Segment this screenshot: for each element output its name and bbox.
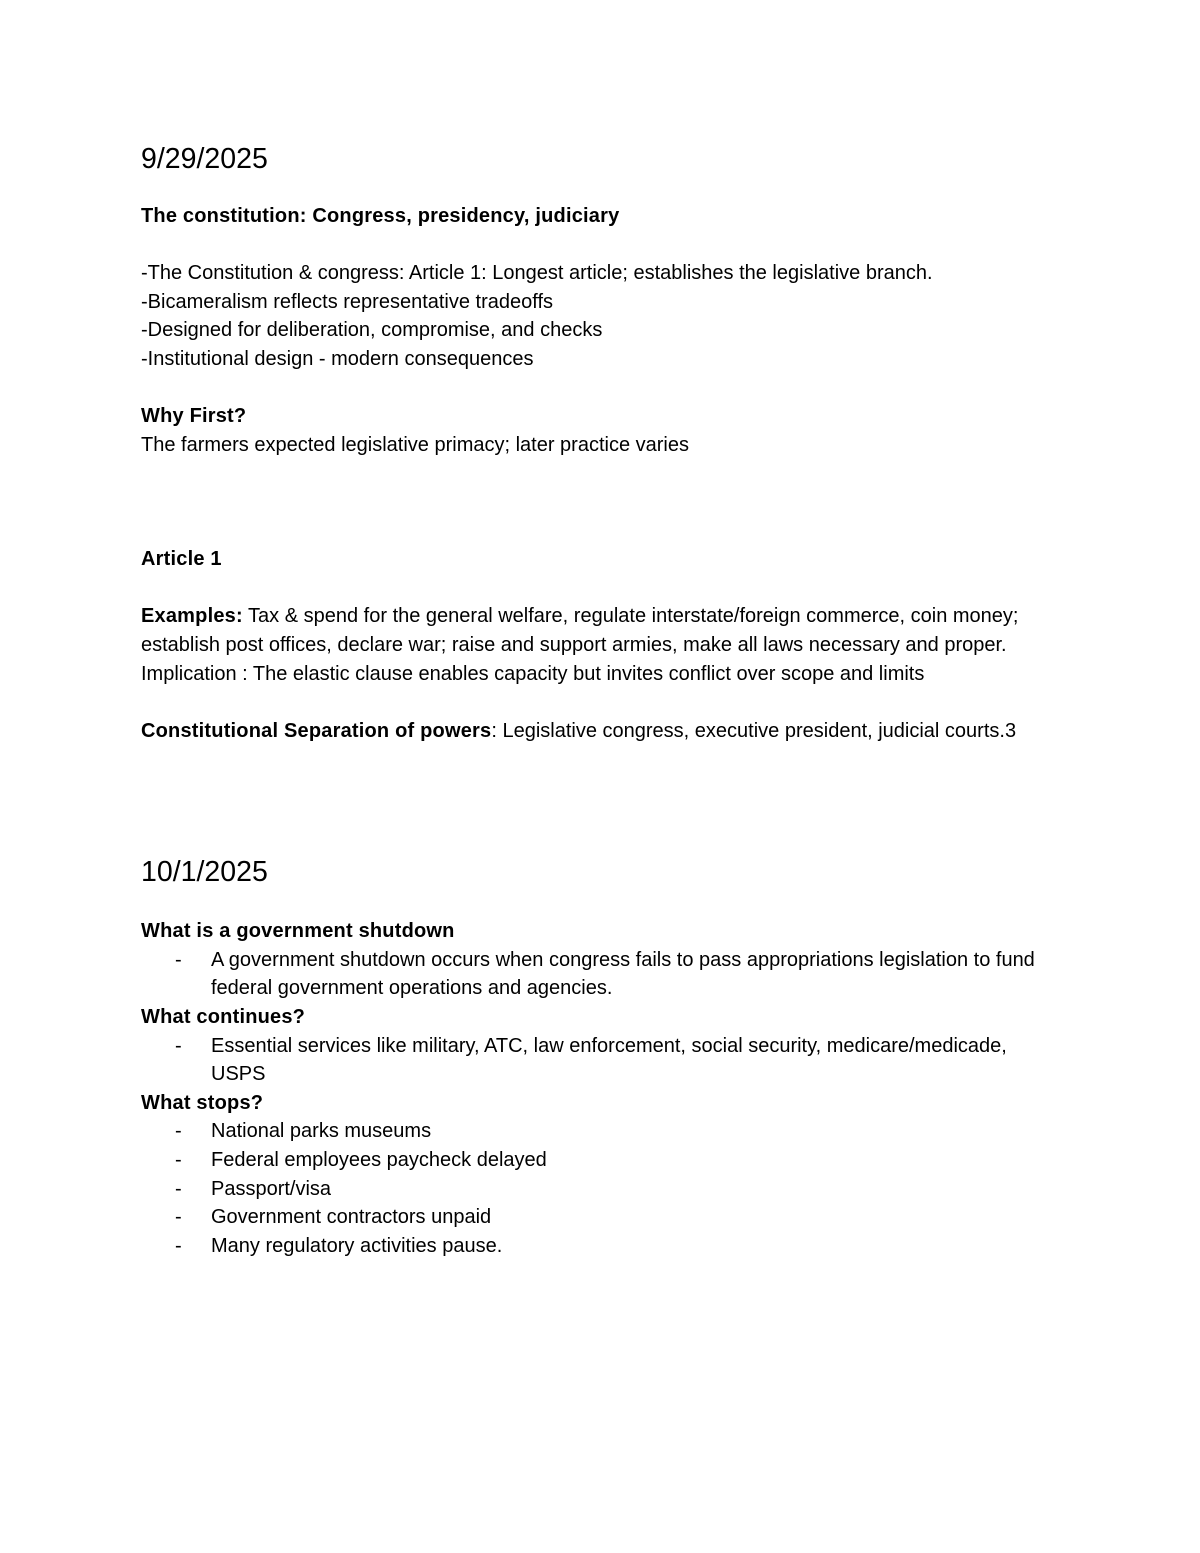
question-heading: What stops? bbox=[141, 1091, 264, 1114]
dash-marker: - bbox=[175, 1120, 182, 1143]
blank-line bbox=[141, 374, 1071, 403]
list-item bbox=[141, 1032, 1061, 1089]
blank-line bbox=[141, 459, 1071, 488]
list-item-text: National parks museums bbox=[211, 1120, 432, 1143]
dash-marker: - bbox=[175, 948, 182, 971]
list-item-text: A government shutdown occurs when congress fails to pass appropriations legislation to fund federal government operations and agencies. bbox=[211, 948, 1035, 1000]
blank-line bbox=[141, 688, 1071, 717]
article-heading: Article 1 bbox=[141, 548, 222, 571]
examples-label: Examples: bbox=[141, 605, 243, 628]
blank-line bbox=[141, 231, 1071, 260]
list-item bbox=[141, 1146, 1061, 1175]
question-heading: What is a government shutdown bbox=[141, 920, 455, 943]
why-first-text: The farmers expected legislative primacy; later practice varies bbox=[141, 433, 689, 456]
blank-line bbox=[141, 488, 1071, 517]
list-item-text: Essential services like military, ATC, law enforcement, social security, medicare/medicade, USPS bbox=[211, 1034, 1007, 1086]
date-heading-1: 9/29/2025 bbox=[141, 143, 268, 175]
list-item-text: Many regulatory activities pause. bbox=[211, 1234, 503, 1257]
dash-marker: - bbox=[175, 1177, 182, 1200]
list-item-text: Passport/visa bbox=[211, 1177, 332, 1200]
list-item bbox=[141, 1232, 1061, 1261]
dash-marker: - bbox=[175, 1234, 182, 1257]
dash-marker: - bbox=[175, 1206, 182, 1229]
blank-line bbox=[141, 517, 1071, 546]
why-first-heading: Why First? bbox=[141, 405, 247, 428]
question-heading: What continues? bbox=[141, 1006, 306, 1029]
implication-line: Implication : The elastic clause enables capacity but invites conflict over scope and limits bbox=[141, 662, 925, 685]
section-title: The constitution: Congress, presidency, judiciary bbox=[141, 205, 620, 227]
examples-paragraph bbox=[141, 602, 1051, 659]
examples-text: Tax & spend for the general welfare, regulate interstate/foreign commerce, coin money; establish post offices, declare war; raise and support armies, make all laws necessary and proper. bbox=[141, 605, 1019, 656]
separation-label: Constitutional Separation of powers bbox=[141, 719, 492, 742]
top-margin bbox=[141, 0, 1071, 141]
list-item bbox=[141, 946, 1061, 1003]
section-gap bbox=[141, 745, 1071, 854]
list-item bbox=[141, 1203, 1061, 1232]
note-line: -Designed for deliberation, compromise, and checks bbox=[141, 319, 603, 342]
list-item bbox=[141, 1175, 1061, 1204]
dash-marker: - bbox=[175, 1034, 182, 1057]
answer-list bbox=[141, 1032, 1071, 1089]
note-line: -The Constitution & congress: Article 1: Longest article; establishes the legislative branch. bbox=[141, 262, 933, 285]
separation-text: : Legislative congress, executive president, judicial courts.3 bbox=[491, 719, 1017, 742]
answer-list bbox=[141, 946, 1071, 1003]
document-page bbox=[141, 0, 1071, 1260]
blank-line bbox=[141, 574, 1071, 603]
note-line: -Institutional design - modern consequences bbox=[141, 347, 534, 370]
list-item bbox=[141, 1117, 1061, 1146]
list-item-text: Government contractors unpaid bbox=[211, 1206, 492, 1229]
spacer bbox=[141, 890, 1071, 917]
note-line: -Bicameralism reflects representative tradeoffs bbox=[141, 290, 554, 313]
list-item-text: Federal employees paycheck delayed bbox=[211, 1149, 547, 1172]
spacer bbox=[141, 177, 1071, 202]
dash-marker: - bbox=[175, 1149, 182, 1172]
separation-paragraph bbox=[141, 717, 1051, 746]
date-heading-2: 10/1/2025 bbox=[141, 856, 268, 889]
answer-list bbox=[141, 1117, 1071, 1260]
